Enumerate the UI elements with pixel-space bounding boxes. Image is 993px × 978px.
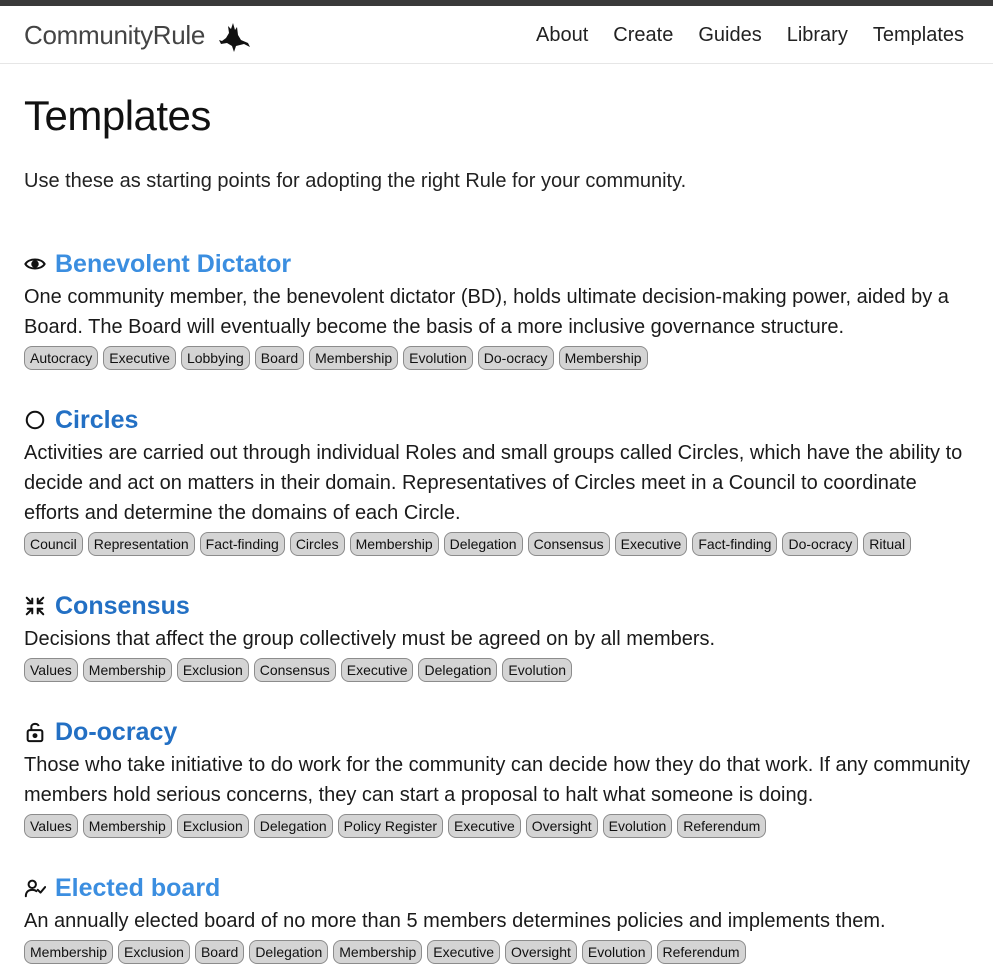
tag[interactable]: Fact-finding bbox=[200, 532, 285, 556]
template-description: Those who take initiative to do work for the community can decide how they do that work. If any community members hold serious concerns, they can start a proposal to halt what someone is doing. bbox=[24, 754, 971, 806]
template-card bbox=[24, 405, 974, 560]
template-card bbox=[24, 249, 974, 374]
tag[interactable]: Autocracy bbox=[24, 346, 98, 370]
tag[interactable]: Executive bbox=[341, 658, 414, 682]
tag[interactable]: Board bbox=[195, 940, 244, 964]
tag-list bbox=[24, 814, 974, 842]
tag[interactable]: Policy Register bbox=[338, 814, 443, 838]
template-card bbox=[24, 717, 974, 842]
tag[interactable]: Lobbying bbox=[181, 346, 250, 370]
tag[interactable]: Consensus bbox=[528, 532, 610, 556]
tag[interactable]: Delegation bbox=[254, 814, 333, 838]
tag-list bbox=[24, 532, 974, 560]
tag[interactable]: Circles bbox=[290, 532, 345, 556]
tag[interactable]: Membership bbox=[24, 940, 113, 964]
template-title-link[interactable]: Elected board bbox=[55, 874, 221, 902]
tag[interactable]: Evolution bbox=[403, 346, 473, 370]
tag[interactable]: Board bbox=[255, 346, 304, 370]
tag[interactable]: Membership bbox=[350, 532, 439, 556]
nav-about[interactable]: About bbox=[536, 24, 589, 46]
tag[interactable]: Executive bbox=[427, 940, 500, 964]
tag[interactable]: Membership bbox=[309, 346, 398, 370]
tag[interactable]: Evolution bbox=[603, 814, 673, 838]
tag[interactable]: Membership bbox=[83, 658, 172, 682]
main-nav bbox=[511, 23, 964, 47]
brand-home-link[interactable] bbox=[24, 18, 251, 54]
tag[interactable]: Membership bbox=[83, 814, 172, 838]
tag[interactable]: Executive bbox=[448, 814, 521, 838]
template-card bbox=[24, 591, 974, 686]
tag[interactable]: Values bbox=[24, 814, 78, 838]
eye-icon bbox=[24, 253, 46, 275]
tag[interactable]: Delegation bbox=[418, 658, 497, 682]
page-title: Templates bbox=[24, 92, 211, 139]
tag[interactable]: Exclusion bbox=[177, 814, 249, 838]
tag[interactable]: Do-ocracy bbox=[478, 346, 554, 370]
tag[interactable]: Delegation bbox=[444, 532, 523, 556]
nav-create[interactable]: Create bbox=[613, 24, 674, 46]
circle-icon bbox=[24, 409, 46, 431]
tag[interactable]: Evolution bbox=[502, 658, 572, 682]
tag[interactable]: Referendum bbox=[657, 940, 746, 964]
tag[interactable]: Referendum bbox=[677, 814, 766, 838]
unlocked-padlock-icon bbox=[24, 721, 46, 743]
tag[interactable]: Evolution bbox=[582, 940, 652, 964]
tag[interactable]: Values bbox=[24, 658, 78, 682]
page-intro: Use these as starting points for adopting the right Rule for your community. bbox=[24, 170, 687, 192]
template-title-link[interactable]: Circles bbox=[55, 406, 139, 434]
site-header bbox=[0, 6, 993, 64]
tag[interactable]: Executive bbox=[615, 532, 688, 556]
tag-list bbox=[24, 940, 974, 968]
tag-list bbox=[24, 658, 974, 686]
tag[interactable]: Representation bbox=[88, 532, 195, 556]
template-title-link[interactable]: Benevolent Dictator bbox=[55, 250, 292, 278]
template-description: One community member, the benevolent dictator (BD), holds ultimate decision-making power, aided by a Board. The Board will eventually become the basis of a more inclusive governance structure. bbox=[24, 286, 949, 338]
nav-templates[interactable]: Templates bbox=[872, 24, 964, 46]
tag[interactable]: Fact-finding bbox=[692, 532, 777, 556]
tag[interactable]: Consensus bbox=[254, 658, 336, 682]
tag[interactable]: Do-ocracy bbox=[782, 532, 858, 556]
tag[interactable]: Ritual bbox=[863, 532, 911, 556]
template-description: An annually elected board of no more than 5 members determines policies and implements them. bbox=[24, 910, 886, 932]
template-card bbox=[24, 873, 974, 968]
collapse-arrows-icon bbox=[24, 595, 46, 617]
tag[interactable]: Delegation bbox=[249, 940, 328, 964]
brand-name: CommunityRule bbox=[24, 20, 206, 50]
nav-guides[interactable]: Guides bbox=[698, 24, 762, 46]
tag[interactable]: Executive bbox=[103, 346, 176, 370]
tag[interactable]: Oversight bbox=[505, 940, 577, 964]
bird-flying-icon bbox=[217, 20, 251, 54]
tag[interactable]: Oversight bbox=[526, 814, 598, 838]
template-title-link[interactable]: Consensus bbox=[55, 592, 190, 620]
user-check-icon bbox=[24, 877, 46, 899]
tag[interactable]: Membership bbox=[559, 346, 648, 370]
tag[interactable]: Exclusion bbox=[118, 940, 190, 964]
template-title-link[interactable]: Do-ocracy bbox=[55, 718, 178, 746]
template-description: Decisions that affect the group collectively must be agreed on by all members. bbox=[24, 628, 716, 650]
tag-list bbox=[24, 346, 974, 374]
tag[interactable]: Council bbox=[24, 532, 83, 556]
template-description: Activities are carried out through individual Roles and small groups called Circles, which have the ability to decide and act on matters in their domain. Representatives of Circles meet in a Council to coordinate efforts and determine the domains of each Circle. bbox=[24, 442, 963, 524]
tag[interactable]: Membership bbox=[333, 940, 422, 964]
nav-library[interactable]: Library bbox=[786, 24, 848, 46]
tag[interactable]: Exclusion bbox=[177, 658, 249, 682]
